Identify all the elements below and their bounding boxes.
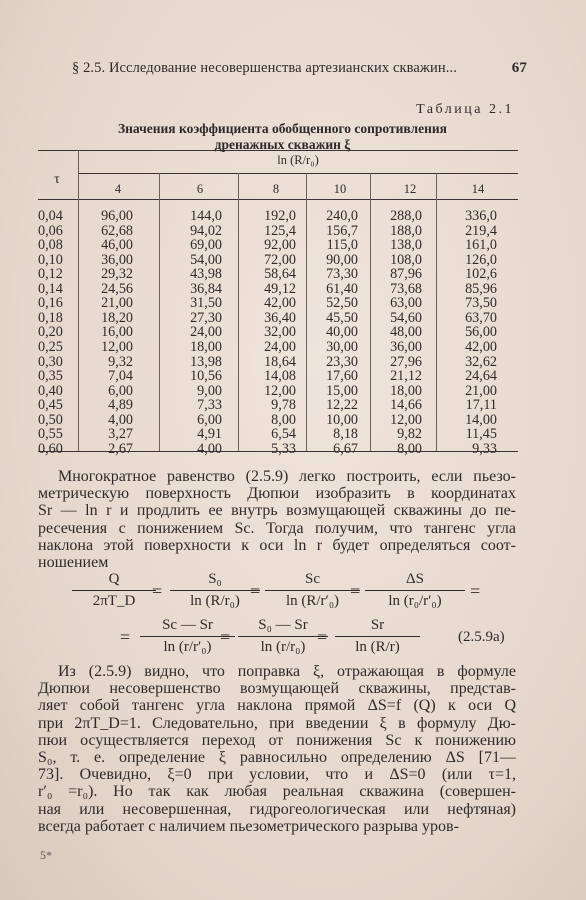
table-cell: 18,00 xyxy=(390,382,422,399)
table-cell: 24,00 xyxy=(190,324,222,341)
table-column-divider xyxy=(159,173,160,451)
table-header-rule xyxy=(38,199,518,200)
page-number: 67 xyxy=(511,60,527,76)
tau-cell: 0,60 xyxy=(38,440,63,457)
table-cell: 6,00 xyxy=(108,382,133,399)
table-cell: 115,0 xyxy=(326,237,358,254)
table-cell: 63,00 xyxy=(390,295,422,312)
table-cell: 12,22 xyxy=(326,397,358,414)
tau-cell: 0,35 xyxy=(38,368,63,385)
text-line: при 2πT_D=1. Следовательно, при введении ξ в формулу Дю- xyxy=(38,714,516,732)
signature-mark: 5* xyxy=(40,848,52,862)
table-cell: 10,56 xyxy=(190,368,222,385)
column-header: 4 xyxy=(114,182,122,196)
table-cell: 72,00 xyxy=(264,251,296,268)
table-cell: 12,00 xyxy=(264,382,296,399)
table-cell: 14,08 xyxy=(264,368,296,385)
text-line: Из (2.5.9) видно, что поправка ξ, отражающая в формуле xyxy=(58,663,516,680)
ln-group-header: ln (R/r₀) xyxy=(277,153,319,167)
table-caption xyxy=(110,121,455,153)
numerator: S₀ — Sr xyxy=(258,617,308,633)
table-cell: 54,00 xyxy=(190,251,222,268)
column-header: 8 xyxy=(272,182,280,196)
table-cell: 69,00 xyxy=(190,237,222,254)
table-cell: 90,00 xyxy=(326,251,358,268)
text-line: пюи осуществляется переход от понижения Sc к понижению xyxy=(38,731,516,749)
tau-cell: 0,12 xyxy=(38,266,63,283)
denominator: 2πT_D xyxy=(92,593,136,609)
tau-cell: 0,08 xyxy=(38,237,63,254)
fraction xyxy=(72,571,156,610)
numerator: S₀ xyxy=(208,571,222,587)
table-cell: 6,54 xyxy=(271,426,296,443)
fraction xyxy=(238,617,328,656)
table-cell: 73,68 xyxy=(390,280,422,297)
text-line: всегда работает с наличием пьезометрического разрыва уров- xyxy=(38,817,459,835)
table-cell: 17,60 xyxy=(326,368,358,385)
table-cell: 96,00 xyxy=(101,208,133,224)
table-cell: 4,00 xyxy=(108,411,133,428)
equals-sign: = xyxy=(152,581,163,601)
table-cell: 144,0 xyxy=(190,208,222,224)
equation-label: (2.5.9а) xyxy=(458,629,505,645)
equals-sign: = xyxy=(250,581,261,601)
table-cell: 49,12 xyxy=(264,280,296,297)
table-cell: 219,4 xyxy=(465,222,497,239)
table-cell: 21,00 xyxy=(101,295,133,312)
text-line: r′₀ =r₀). Но так как любая реальная скважина (совершен- xyxy=(38,783,516,801)
table-cell: 17,11 xyxy=(465,397,497,414)
column-header: 6 xyxy=(196,182,204,196)
text-line: 73]. Очевидно, ξ=0 при условии, что и ΔS=0 (или τ=1, xyxy=(38,766,516,784)
table-cell: 108,0 xyxy=(390,251,422,268)
text-line: наклона этой поверхности к оси ln r будет определяться соот- xyxy=(38,536,516,554)
text-line: ляет собой тангенс угла наклона прямой ΔS=f (Q) к оси Q xyxy=(38,697,516,715)
table-cell: 188,0 xyxy=(390,222,422,239)
table-cell: 36,00 xyxy=(390,338,422,355)
table-cell: 24,56 xyxy=(101,280,133,297)
table-cell: 94,02 xyxy=(190,222,222,239)
table-cell: 13,98 xyxy=(190,353,222,370)
denominator: ln (r/r′₀) xyxy=(163,639,212,655)
table-cell: 58,64 xyxy=(264,266,296,283)
tau-cell: 0,55 xyxy=(38,426,63,443)
denominator: ln (R/r) xyxy=(355,639,400,655)
table-cell: 336,0 xyxy=(465,208,497,224)
table-cell: 15,00 xyxy=(326,382,358,399)
table-group-rule xyxy=(78,173,518,174)
paragraph-2 xyxy=(38,663,516,835)
text-line: S₀, т. е. определение ξ равносильно определению ΔS [71— xyxy=(38,748,516,766)
numerator: Sc xyxy=(305,571,320,587)
equals-sign: = xyxy=(220,627,231,647)
table-cell: 4,91 xyxy=(197,426,222,443)
table-cell: 36,00 xyxy=(101,251,133,268)
running-header xyxy=(72,60,527,80)
table-cell: 18,20 xyxy=(101,309,133,326)
tau-cell: 0,40 xyxy=(38,382,63,399)
column-header: 10 xyxy=(333,182,347,196)
table-cell: 8,18 xyxy=(333,426,358,443)
table-caption-line1: Значения коэффициента обобщенного сопротивления xyxy=(118,121,447,136)
table-cell: 9,33 xyxy=(472,440,497,457)
tau-cell: 0,45 xyxy=(38,397,63,414)
table-cell: 27,30 xyxy=(190,309,222,326)
tau-cell: 0,30 xyxy=(38,353,63,370)
table-cell: 21,12 xyxy=(390,368,422,385)
table-cell: 62,68 xyxy=(101,222,133,239)
table-cell: 288,0 xyxy=(390,208,422,224)
table-cell: 32,62 xyxy=(465,353,497,370)
text-line: ношением xyxy=(38,553,109,571)
equals-sign: = xyxy=(317,627,328,647)
text-line: Многократное равенство (2.5.9) легко построить, если пьезо- xyxy=(58,468,516,485)
table-cell: 21,00 xyxy=(465,382,497,399)
column-header: 12 xyxy=(403,182,417,196)
equals-sign: = xyxy=(350,581,361,601)
table-cell: 126,0 xyxy=(465,251,497,268)
table-column-divider xyxy=(238,173,239,451)
table-cell: 36,84 xyxy=(190,280,222,297)
table-cell: 27,96 xyxy=(390,353,422,370)
table-cell: 52,50 xyxy=(326,295,358,312)
table-cell: 73,50 xyxy=(465,295,497,312)
denominator: ln (r₀/r′₀) xyxy=(388,593,442,609)
tau-cell: 0,10 xyxy=(38,251,63,268)
table-cell: 31,50 xyxy=(190,295,222,312)
tau-cell: 0,06 xyxy=(38,222,63,239)
table-cell: 92,00 xyxy=(264,237,296,254)
paragraph-1 xyxy=(38,468,516,571)
table-cell: 9,32 xyxy=(108,353,133,370)
table-cell: 7,04 xyxy=(108,368,133,385)
tau-cell: 0,50 xyxy=(38,411,63,428)
table-cell: 14,66 xyxy=(390,397,422,414)
table-cell: 56,00 xyxy=(465,324,497,341)
table-cell: 32,00 xyxy=(264,324,296,341)
table-cell: 24,00 xyxy=(264,338,296,355)
numerator: Q xyxy=(108,571,120,587)
table-cell: 73,30 xyxy=(326,266,358,283)
table-cell: 42,00 xyxy=(465,338,497,355)
table-cell: 12,00 xyxy=(101,338,133,355)
numerator: Sc — Sr xyxy=(162,617,213,633)
denominator: ln (R/r₀) xyxy=(190,593,240,609)
fraction xyxy=(170,571,260,610)
equals-sign: = xyxy=(120,627,131,647)
table-cell: 240,0 xyxy=(326,208,358,224)
table-cell: 43,98 xyxy=(190,266,222,283)
table-cell: 87,96 xyxy=(390,266,422,283)
table-column-divider xyxy=(436,173,437,451)
table-cell: 9,00 xyxy=(197,382,222,399)
text-line: ресечения с понижением Sc. Тогда получим, что тангенс угла xyxy=(38,519,516,537)
table-column-divider xyxy=(306,173,307,451)
tau-cell: 0,20 xyxy=(38,324,63,341)
table-cell: 5,33 xyxy=(271,440,296,457)
table-cell: 102,6 xyxy=(465,266,497,283)
table-cell: 10,00 xyxy=(326,411,358,428)
fraction xyxy=(365,571,465,610)
table-cell: 192,0 xyxy=(264,208,296,224)
fraction xyxy=(335,617,420,656)
table-cell: 4,89 xyxy=(108,397,133,414)
numerator: Sr xyxy=(370,617,385,633)
table-top-rule xyxy=(38,150,518,151)
table-cell: 18,64 xyxy=(264,353,296,370)
table-cell: 3,27 xyxy=(108,426,133,443)
table-cell: 8,00 xyxy=(271,411,296,428)
header-title: § 2.5. Исследование несовершенства артезианских скважин... xyxy=(72,60,457,76)
table-cell: 45,50 xyxy=(326,309,358,326)
text-line: метрическую поверхность Дюпюи изобразить в координатах xyxy=(38,485,516,503)
table-cell: 125,4 xyxy=(264,222,296,239)
table-cell: 48,00 xyxy=(390,324,422,341)
table-cell: 63,70 xyxy=(465,309,497,326)
text-line: Sr — ln r и продлить ее внутрь возмущающей скважины до пе- xyxy=(38,502,516,520)
table-cell: 54,60 xyxy=(390,309,422,326)
table-cell: 138,0 xyxy=(390,237,422,254)
table-cell: 36,40 xyxy=(264,309,296,326)
table-cell: 11,45 xyxy=(465,426,497,443)
equals-sign: = xyxy=(470,581,481,601)
denominator: ln (r/r₀) xyxy=(260,639,306,655)
table-cell: 161,0 xyxy=(465,237,497,254)
table-cell: 6,67 xyxy=(333,440,358,457)
table-cell: 23,30 xyxy=(326,353,358,370)
numerator: ΔS xyxy=(406,571,424,587)
table-cell: 24,64 xyxy=(465,368,497,385)
table-cell: 16,00 xyxy=(101,324,133,341)
table-cell: 9,82 xyxy=(397,426,422,443)
table-cell: 6,00 xyxy=(197,411,222,428)
table-cell: 40,00 xyxy=(326,324,358,341)
text-line: Дюпюи несовершенство возмущающей скважины, представ- xyxy=(38,680,516,698)
table-cell: 46,00 xyxy=(101,237,133,254)
column-header: 14 xyxy=(471,182,485,196)
table-cell: 18,00 xyxy=(190,338,222,355)
table-cell: 30,00 xyxy=(326,338,358,355)
tau-cell: 0,04 xyxy=(38,208,63,224)
text-line: ная или несовершенная, гидрогеологическая или нефтяная) xyxy=(38,800,516,818)
table-cell: 12,00 xyxy=(390,411,422,428)
fraction xyxy=(265,571,360,610)
tau-cell: 0,18 xyxy=(38,309,63,326)
table-label: Таблица 2.1 xyxy=(416,102,514,117)
table-cell: 61,40 xyxy=(326,280,358,297)
table-cell: 14,00 xyxy=(465,411,497,428)
table-column-divider xyxy=(370,173,371,451)
table-cell: 85,96 xyxy=(465,280,497,297)
table-caption-line2: дренажных скважин ξ xyxy=(214,137,351,152)
table-cell: 8,00 xyxy=(397,440,422,457)
table-cell: 29,32 xyxy=(101,266,133,283)
table-cell: 156,7 xyxy=(326,222,358,239)
table-cell: 42,00 xyxy=(264,295,296,312)
tau-cell: 0,14 xyxy=(38,280,63,297)
denominator: ln (R/r′₀) xyxy=(285,593,340,609)
tau-cell: 0,25 xyxy=(38,338,63,355)
tau-cell: 0,16 xyxy=(38,295,63,312)
table-cell: 4,00 xyxy=(197,440,222,457)
table-column-divider xyxy=(78,150,79,451)
table-cell: 2,67 xyxy=(108,440,133,457)
table-cell: 9,78 xyxy=(271,397,296,414)
table-cell: 7,33 xyxy=(197,397,222,414)
tau-header: τ xyxy=(54,172,60,187)
